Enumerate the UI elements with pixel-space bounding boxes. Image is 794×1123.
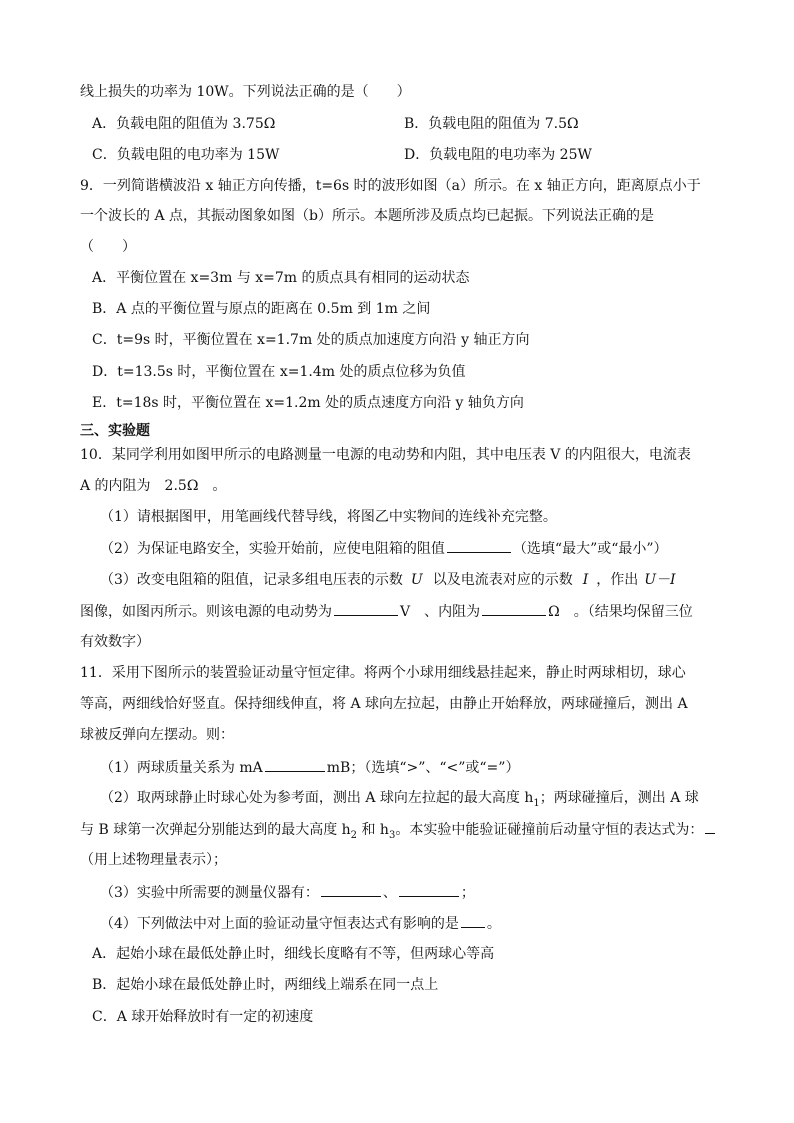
q11-expression-blank[interactable] <box>705 819 715 834</box>
q11-part1-text: （1）两球质量关系为 mA <box>100 760 263 776</box>
q8-option-c: C．负载电阻的电功率为 15W <box>92 147 280 163</box>
q9-option-c: C．t=9s 时，平衡位置在 x=1.7m 处的质点加速度方向沿 y 轴正方向 <box>92 332 530 348</box>
q10-precision-text: Ω 。（结果均保留三位 <box>548 604 693 620</box>
q11-instrument-blank-2[interactable] <box>399 882 459 897</box>
q11-part4-text: （4）下列做法中对上面的验证动量守恒表达式有影响的是 <box>100 916 459 932</box>
q11-part4-end: 。 <box>486 916 501 932</box>
section-heading: 三、实验题 <box>80 423 150 439</box>
q11-part3-text: （3）实验中所需要的测量仪器有： <box>100 885 319 901</box>
q11-part2-text3: 与 B 球第一次弹起分别能达到的最大高度 h <box>80 822 351 838</box>
q10-symbol-ui: U－I <box>644 572 676 588</box>
q11-instrument-blank-1[interactable] <box>321 882 381 897</box>
q10-part3-text: （3）改变电阻箱的阻值，记录多组电压表的示数 <box>100 572 403 588</box>
q11-part3-sep: 、 <box>382 885 397 901</box>
q9-option-a: A．平衡位置在 x=3m 与 x=7m 的质点具有相同的运动状态 <box>92 270 470 286</box>
q8-option-a: A．负载电阻的阻值为 3.75Ω <box>92 116 276 132</box>
q8-option-d: D．负载电阻的电功率为 25W <box>404 147 592 163</box>
q9-option-e: E．t=18s 时，平衡位置在 x=1.2m 处的质点速度方向沿 y 轴负方向 <box>92 395 524 411</box>
q11-part2-end: （用上述物理量表示）； <box>80 852 227 868</box>
q11-part1 <box>100 757 519 778</box>
q11-part3 <box>100 882 475 903</box>
q11-part2-text5: 。本实验中能验证碰撞前后动量守恒的表达式为： <box>395 822 704 838</box>
q10-part3-text3: ，作出 <box>596 572 639 588</box>
q11-part2-text: （2）取两球静止时球心处为参考面，测出 A 球向左拉起的最大高度 h <box>100 790 534 806</box>
q10-emf-text: 图像，如图丙所示。则该电源的电动势为 <box>80 604 332 620</box>
q11-stem-line1: 11．采用下图所示的装置验证动量守恒定律。将两个小球用细线悬挂起来，静止时两球相切，球心 <box>80 665 686 681</box>
q8-option-b: B．负载电阻的阻值为 7.5Ω <box>404 116 579 132</box>
q11-part2-text4: 和 h <box>357 822 389 838</box>
q10-resistance-blank[interactable] <box>482 601 546 616</box>
q10-emf-blank[interactable] <box>334 601 398 616</box>
q11-option-a: A．起始小球在最低处静止时，细线长度略有不等，但两球心等高 <box>92 946 495 962</box>
q10-resistance-text: V 、内阻为 <box>400 604 481 620</box>
q9-option-d: D．t=13.5s 时，平衡位置在 x=1.4m 处的质点位移为负值 <box>92 364 466 380</box>
q10-part2-text: （2）为保证电路安全，实验开始前，应使电阻箱的阻值 <box>100 541 445 557</box>
q11-part3-end: ； <box>460 885 475 901</box>
q9-option-b: B．A 点的平衡位置与原点的距离在 0.5m 到 1m 之间 <box>92 301 431 317</box>
q10-part3-text2: 以及电流表对应的示数 <box>432 572 573 588</box>
q11-stem-line2: 等高，两细线恰好竖直。保持细线伸直，将 A 球向左拉起，由静止开始释放，两球碰撞后，测出 A <box>80 696 688 712</box>
q10-part3-end: 有效数字） <box>80 634 150 650</box>
q11-part1-hint: mB；（选填“>”、“<”或“=”） <box>326 760 520 776</box>
q10-part3-cont <box>80 601 693 622</box>
q11-subscript-3: 3 <box>388 829 396 841</box>
q11-option-c: C．A 球开始释放时有一定的初速度 <box>92 1009 314 1025</box>
q11-part4 <box>100 913 501 934</box>
q9-stem-line3: （ ） <box>80 239 136 255</box>
q11-part2 <box>100 788 699 808</box>
q10-part2 <box>100 538 668 559</box>
q10-part2-blank[interactable] <box>447 538 511 553</box>
q11-part1-blank[interactable] <box>265 757 325 772</box>
q11-subscript-1: 1 <box>533 797 540 809</box>
q10-part2-hint: （选填“最大”或“最小”） <box>512 541 668 557</box>
q11-stem-line3: 球被反弹向左摆动。则： <box>80 727 234 743</box>
q10-stem-line2: A 的内阻为 2.5Ω 。 <box>80 478 227 494</box>
q10-symbol-i: I <box>582 572 589 588</box>
q10-stem-line1: 10．某同学利用如图甲所示的电路测量一电源的电动势和内阻，其中电压表 V 的内阻很大，电流表 <box>80 447 691 463</box>
q10-part1: （1）请根据图甲，用笔画线代替导线，将图乙中实物间的连线补充完整。 <box>100 509 557 525</box>
q10-symbol-u: U <box>410 572 423 588</box>
q9-stem-line2: 一个波长的 A 点，其振动图象如图（b）所示。本题所涉及质点均已起振。下列说法正确的是 <box>80 208 654 224</box>
q11-subscript-2: 2 <box>350 829 358 841</box>
q8-stem: 线上损失的功率为 10W。下列说法正确的是（ ） <box>80 84 411 100</box>
q11-part2-cont <box>80 819 717 840</box>
q10-part3 <box>100 570 676 590</box>
q11-option-b: B．起始小球在最低处静止时，两细线上端系在同一点上 <box>92 977 439 993</box>
q11-part2-text2: ；两球碰撞后，测出 A 球 <box>539 790 699 806</box>
q9-stem-line1: 9．一列简谐横波沿 x 轴正方向传播，t=6s 时的波形如图（a）所示。在 x 轴正方向，距离原点小于 <box>80 178 701 194</box>
q11-part4-blank[interactable] <box>461 913 485 928</box>
